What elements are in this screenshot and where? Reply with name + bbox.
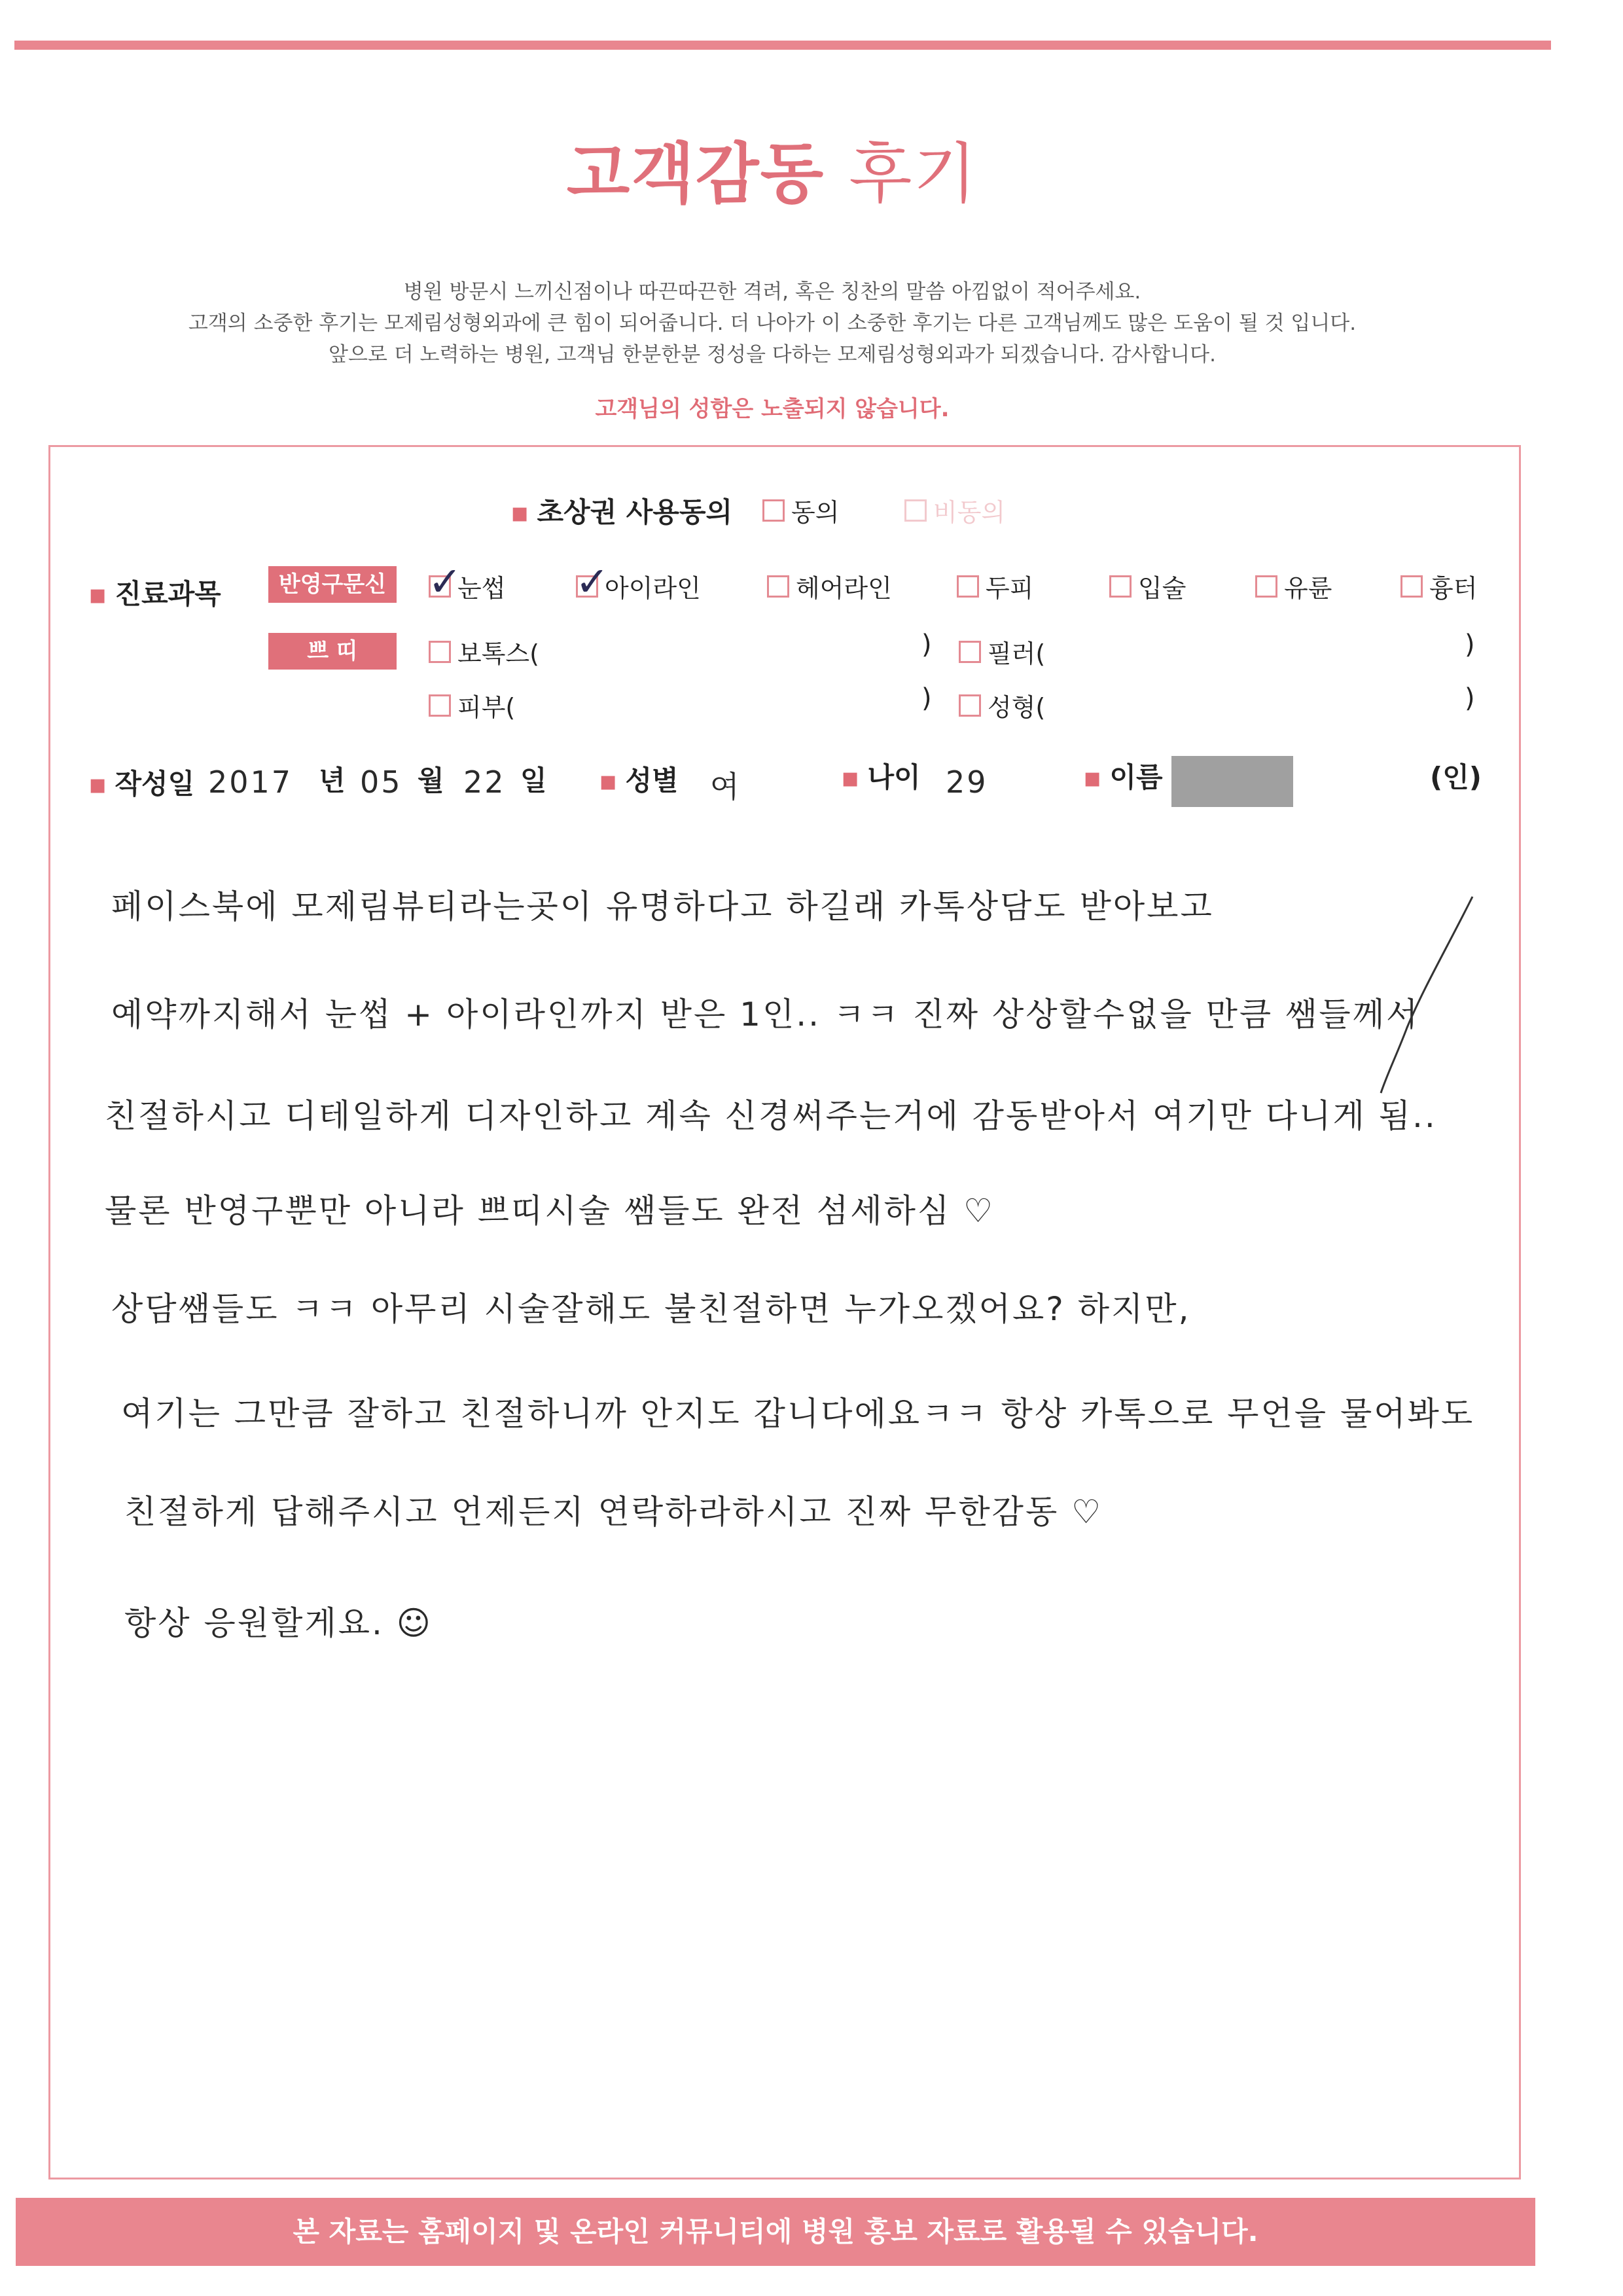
bullet-icon: ▪ [88,578,107,610]
intro-line-2: 고객의 소중한 후기는 모제림성형외과에 큰 힘이 되어줍니다. 더 나아가 이 소중한 후기는 다른 고객님께도 많은 도움이 될 것 입니다. [188,312,1357,335]
checkbox-icon [429,641,451,663]
checkbox-icon [1255,575,1277,598]
title-main: 고객감동 [566,135,825,212]
footer-banner: 본 자료는 홈페이지 및 온라인 커뮤니티에 병원 홍보 자료로 활용될 수 있습니다. [16,2198,1535,2266]
department-label: ▪ 진료과목 [88,578,221,610]
checkbox-icon [429,694,451,717]
name-label: ▪ 이름 [1083,761,1163,793]
review-line-5: 상담쌤들도 ㅋㅋ 아무리 시술잘해도 불친절하면 누가오겠어요? 하지만, [111,1290,1191,1328]
consent-label: ▪ 초상권 사용동의 [510,496,733,528]
review-line-3: 친절하시고 디테일하게 디자인하고 계속 신경써주는거에 감동받아서 여기만 다니게 됨.. [105,1097,1437,1135]
checkbox-icon [959,694,981,717]
month-unit: 월 [418,764,444,797]
year-unit: 년 [319,764,346,797]
checkbox-icon [762,499,785,522]
seal-label: (인) [1430,761,1482,793]
page-title [0,121,1544,215]
review-line-6: 여기는 그만큼 잘하고 친절하니까 안지도 갑니다에요ㅋㅋ 항상 카톡으로 무언을 물어봐도 [121,1395,1475,1433]
option-eyeliner[interactable]: ✓ 아이라인 [576,568,701,604]
title-sub: 후기 [849,135,978,212]
checkbox-icon [1109,575,1132,598]
paren-close: ) [1465,630,1475,660]
review-line-4: 물론 반영구뿐만 아니라 쁘띠시술 쌤들도 완전 섬세하심 ♡ [105,1192,995,1230]
checkbox-icon [767,575,789,598]
pen-stroke-mark [1361,890,1479,1100]
option-botox[interactable]: 보톡스( [429,634,539,670]
paren-close: ) [1465,683,1475,713]
option-scar[interactable]: 흉터 [1400,568,1477,604]
checkbox-icon [429,575,451,598]
review-line-2: 예약까지해서 눈썹 + 아이라인까지 받은 1인.. ㅋㅋ 진짜 상상할수없을 만큼 쌤들께서 [111,996,1420,1033]
option-eyebrow[interactable]: ✓ 눈썹 [429,568,505,604]
bullet-icon: ▪ [1083,761,1102,793]
option-scalp[interactable]: 두피 [957,568,1033,604]
option-skin[interactable]: 피부( [429,687,515,723]
option-lips[interactable]: 입술 [1109,568,1186,604]
checkbox-icon [959,641,981,663]
petit-tag: 쁘 띠 [268,633,397,670]
semi-permanent-tag: 반영구문신 [268,566,397,603]
handwritten-day: 22 [463,764,506,800]
checkbox-icon [1400,575,1423,598]
redacted-name [1171,756,1293,807]
option-hairline[interactable]: 헤어라인 [767,568,892,604]
paren-close: ) [921,630,932,660]
option-areola[interactable]: 유륜 [1255,568,1332,604]
consent-agree-checkbox[interactable]: 동의 [762,492,839,528]
checkbox-icon [904,499,927,522]
handwritten-year: 2017 [208,764,293,800]
intro-line-3: 앞으로 더 노력하는 병원, 고객님 한분한분 정성을 다하는 모제림성형외과가 되겠습니다. 감사합니다. [329,343,1216,367]
intro-line-1: 병원 방문시 느끼신점이나 따끈따끈한 격려, 혹은 칭찬의 말씀 아낌없이 적어주세요. [403,280,1141,304]
date-label: ▪ 작성일 [88,768,195,800]
review-line-7: 친절하게 답해주시고 언제든지 연락하라하시고 진짜 무한감동 ♡ [124,1493,1103,1531]
option-surgery[interactable]: 성형( [959,687,1045,723]
handwritten-age: 29 [946,764,988,800]
handwritten-month: 05 [360,764,402,800]
privacy-notice: 고객님의 성함은 노출되지 않습니다. [595,396,950,422]
bullet-icon: ▪ [510,496,529,528]
review-line-1: 페이스북에 모제림뷰티라는곳이 유명하다고 하길래 카톡상담도 받아보고 [111,888,1214,925]
bullet-icon: ▪ [599,764,618,797]
day-unit: 일 [520,764,547,797]
bullet-icon: ▪ [88,768,107,800]
bullet-icon: ▪ [841,761,860,793]
handwritten-gender: 여 [710,769,741,804]
consent-disagree-checkbox[interactable]: 비동의 [904,492,1005,528]
top-accent-bar [14,41,1551,50]
gender-label: ▪ 성별 [599,764,679,797]
age-label: ▪ 나이 [841,761,921,793]
paren-close: ) [921,683,932,713]
checkbox-icon [957,575,979,598]
review-line-8: 항상 응원할게요. ☺ [124,1604,433,1642]
option-filler[interactable]: 필러( [959,634,1045,670]
checkbox-icon [576,575,598,598]
